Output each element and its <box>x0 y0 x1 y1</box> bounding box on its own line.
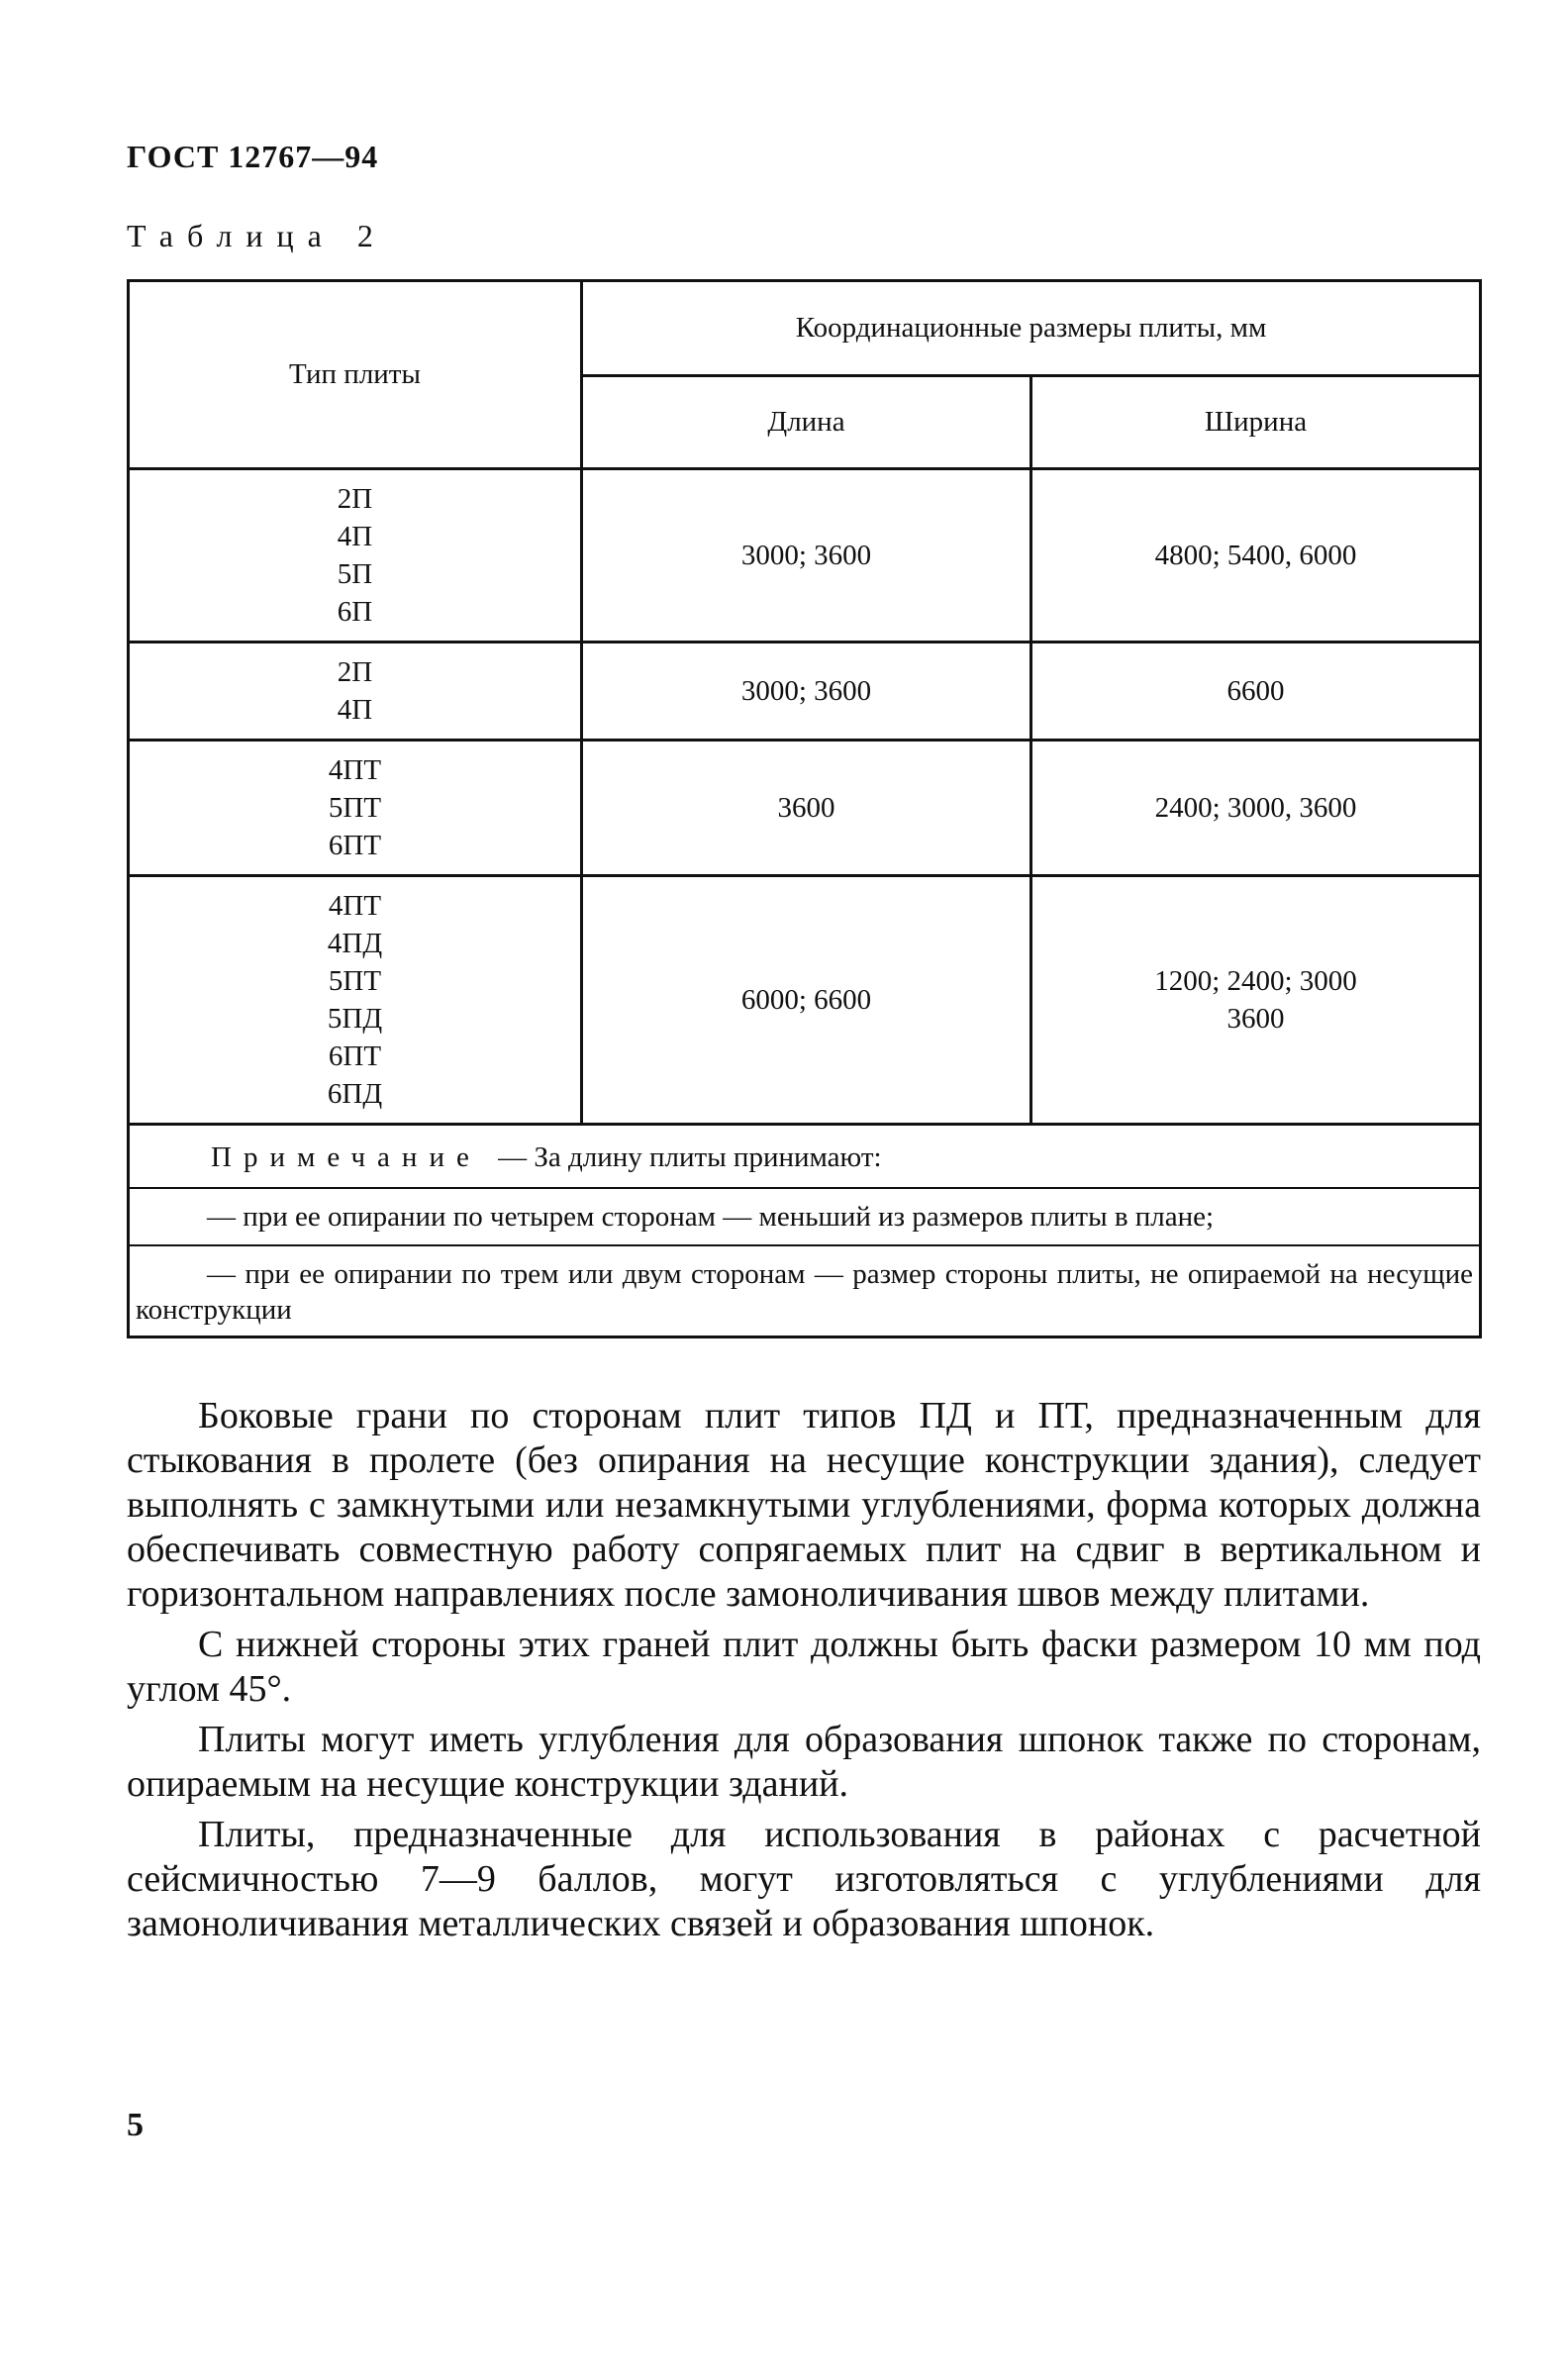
table-row <box>129 741 1481 876</box>
width-cell <box>1031 741 1481 876</box>
width-value: 6600 <box>1226 674 1285 707</box>
width-cell <box>1031 876 1481 1125</box>
plate-type: 6ПД <box>327 1078 383 1110</box>
paragraph: С нижней стороны этих граней плит должны быть фаски размером 10 мм под углом 45°. <box>127 1624 1481 1710</box>
body-text <box>127 1394 1481 1952</box>
plate-type: 5ПТ <box>328 792 382 824</box>
length-cell: 3000; 3600 <box>582 643 1031 741</box>
table-row <box>129 643 1481 741</box>
header-plate-type: Тип плиты <box>129 281 582 469</box>
paragraph: Плиты, предназначенные для использования в районах с расчетной сейсмичностью 7—9 баллов, могут изготовляться с углублениями для замоноличивания металлических связей и образования шпонок. <box>127 1814 1481 1944</box>
table-row <box>129 469 1481 643</box>
plate-type: 2П <box>337 483 373 515</box>
plate-type: 4ПТ <box>328 890 382 922</box>
note-item: — при ее опирании по четырем сторонам — меньший из размеров плиты в плане; <box>130 1187 1479 1235</box>
length-cell: 3000; 3600 <box>582 469 1031 643</box>
plate-type: 6ПТ <box>328 830 382 861</box>
note-item: — при ее опирании по трем или двум сторонам — размер стороны плиты, не опираемой на несущие конструкции <box>130 1244 1479 1328</box>
plate-types-cell <box>129 469 582 643</box>
length-cell: 3600 <box>582 741 1031 876</box>
plate-types-cell <box>129 741 582 876</box>
document-code: ГОСТ 12767—94 <box>127 139 379 174</box>
plate-type: 6П <box>337 596 373 628</box>
width-value: 3600 <box>1226 1003 1285 1035</box>
width-value: 1200; 2400; 3000 <box>1154 965 1357 997</box>
length-cell: 6000; 6600 <box>582 876 1031 1125</box>
note-intro: — За длину плиты принимают: <box>498 1141 882 1173</box>
paragraph: Боковые грани по сторонам плит типов ПД и ПТ, предназначенным для стыкования в пролете (без опирания на несущие конструкции здания), следует выполнять с замкнутыми или незамкнутыми углублениями, форма которых должна обеспечивать совместную работу сопрягаемых плит на сдвиг в вертикальном и горизонтальном направлениях после замоноличивания швов между плитами. <box>127 1395 1481 1615</box>
dimensions-table <box>127 279 1482 1338</box>
plate-type: 5ПТ <box>328 965 382 997</box>
plate-type: 4ПД <box>327 928 383 959</box>
table-row <box>129 876 1481 1125</box>
header-width: Ширина <box>1031 376 1481 469</box>
width-value: 4800; 5400, 6000 <box>1154 539 1357 571</box>
plate-type: 5ПД <box>327 1003 383 1035</box>
note-label: Примечание <box>211 1141 481 1173</box>
width-value: 2400; 3000, 3600 <box>1154 791 1357 824</box>
plate-type: 4П <box>337 694 373 726</box>
width-cell <box>1031 469 1481 643</box>
table-note <box>129 1125 1481 1337</box>
header-length: Длина <box>582 376 1031 469</box>
page-number: 5 <box>127 2107 144 2143</box>
paragraph: Плиты могут иметь углубления для образования шпонок также по сторонам, опираемым на несущие конструкции зданий. <box>127 1719 1481 1805</box>
note-heading <box>136 1139 1473 1175</box>
plate-type: 6ПТ <box>328 1040 382 1072</box>
plate-type: 4ПТ <box>328 754 382 786</box>
plate-type: 5П <box>337 558 373 590</box>
width-cell <box>1031 643 1481 741</box>
plate-types-cell <box>129 643 582 741</box>
header-coord-dimensions: Координационные размеры плиты, мм <box>582 281 1481 376</box>
plate-types-cell <box>129 876 582 1125</box>
plate-type: 4П <box>337 521 373 552</box>
table-caption: Таблица 2 <box>127 218 387 253</box>
plate-type: 2П <box>337 656 373 688</box>
